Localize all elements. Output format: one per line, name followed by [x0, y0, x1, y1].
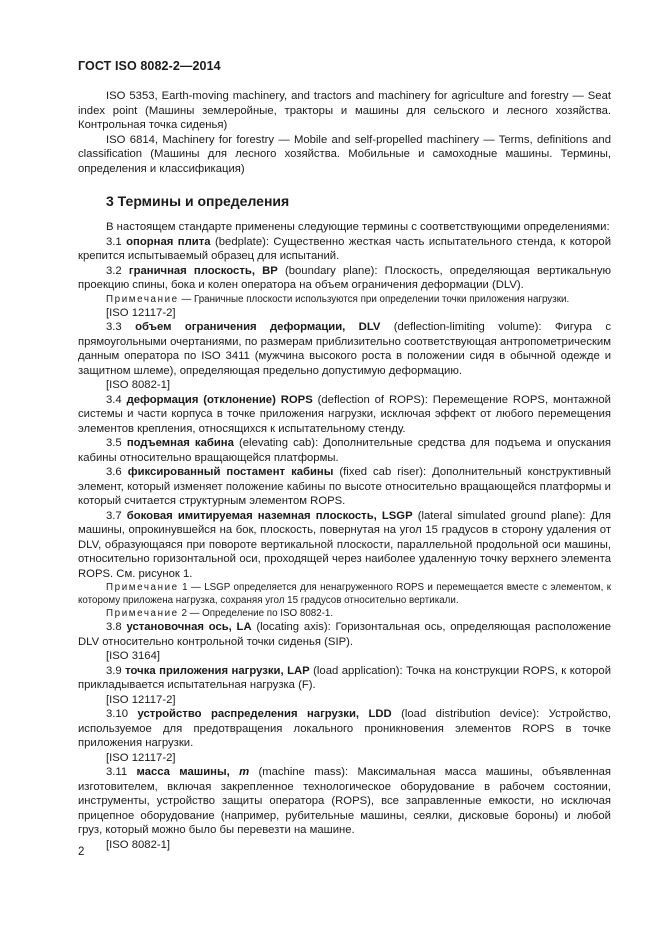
term-name: подъемная кабина	[126, 437, 234, 449]
term-definition: (load distribution device): Устройство, используемое для предотвращения локального проникновения элементов ROPS в точке приложения нагрузки.	[78, 708, 611, 749]
reference-3-10: [ISO 12117-2]	[106, 751, 176, 764]
term-number: 3.2	[106, 264, 129, 277]
reference-3-3: [ISO 8082-1]	[106, 379, 171, 391]
term-name: деформация (отклонение) ROPS	[126, 393, 313, 406]
term-definition: (boundary plane): Плоскость, определяющая вертикальную проекцию спины, бока и колен оператора на объем ограничения деформации (DLV).	[78, 264, 612, 291]
term-name: объем ограничения деформации, DLV	[135, 321, 381, 333]
note-text: — Граничные плоскости используются при определении точки приложения нагрузки.	[178, 293, 570, 305]
term-3-5	[78, 436, 611, 465]
term-name: устройство распределения нагрузки, LDD	[137, 708, 392, 720]
reference-3-8: [ISO 3164]	[106, 650, 161, 662]
term-number: 3.9	[106, 664, 126, 677]
term-definition: (elevating cab): Дополнительные средства для подъема и опускания кабины относительно вращающейся платформы.	[78, 437, 611, 464]
term-definition: (machine mass): Максимальная масса машины, объявленная изготовителем, включая закрепленное технологическое оборудование в рабочем состоянии, инструменты, устройство защиты оператора (ROPS), все заправленные емкости, но исключая прицепное оборудование (например, рубительные машины, сеялки, дисковые бороны) и любой груз, который можно было бы перевезти на машине.	[78, 766, 612, 836]
term-definition: (lateral simulated ground plane): Для машины, опрокинувшейся на бок, плоскость, повернутая на угол 15 градусов в сторону удаления от DLV, образующаяся при повороте вертикальной плоскости, параллельной продольной оси машины, относительно горизонтальной оси, проходящей через наиболее удаленную точку верхнего элемента ROPS. См. рисунок 1.	[78, 509, 612, 580]
term-definition: (load application): Точка на конструкции ROPS, к которой прикладывается испытательная нагрузка (F).	[78, 664, 612, 691]
reference-3-9: [ISO 12117-2]	[106, 693, 176, 706]
term-symbol: m	[239, 766, 250, 778]
note-text: 1 — LSGP определяется для ненагруженного ROPS и перемещается вместе с элементом, к которому приложена нагрузка, сохраняя угол 15 градусов относительно вертикали.	[78, 582, 611, 606]
term-3-10	[78, 707, 611, 751]
term-number: 3.6	[106, 466, 128, 478]
section-title: 3 Термины и определения	[106, 193, 290, 209]
normative-ref-iso6814: ISO 6814, Machinery for forestry — Mobile and self-propelled machinery — Terms, definitions and classification (Машины для лесного хозяйства. Мобильные и самоходные машины. Термины, определения и классификация)	[78, 133, 611, 175]
term-3-1	[78, 235, 611, 264]
note-label: Примечание	[106, 582, 179, 593]
term-name: установочная ось, LA	[126, 621, 252, 633]
term-3-8	[78, 620, 611, 649]
term-3-9	[78, 664, 611, 693]
term-number: 3.8	[106, 621, 127, 633]
term-3-11	[78, 765, 611, 838]
reference-3-11: [ISO 8082-1]	[106, 838, 171, 851]
note-label: Примечание	[106, 293, 179, 305]
term-definition: (deflection of ROPS): Перемещение ROPS, монтажной системы и части корпуса в точке приложения нагрузки, исключая эффект от любого перемещения элементов крепления, относящихся к испытательному стенду.	[78, 393, 611, 435]
term-number: 3.11	[106, 766, 137, 778]
term-3-2	[78, 264, 611, 293]
term-number: 3.7	[106, 509, 127, 522]
note-3-7-1	[78, 581, 611, 607]
reference-3-2: [ISO 12117-2]	[106, 306, 176, 319]
term-definition: (deflection-limiting volume): Фигура с прямоугольными очертаниями, по размерам приблизительно соответствующая антропометрическим данным оператора по ISO 3411 (мужчина высокого роста в положении сидя в обычной одежде и защитном шлеме), определяющая предельно допустимую деформацию.	[78, 321, 611, 377]
section-intro: В настоящем стандарте применены следующие термины с соответствующими определениями:	[106, 221, 610, 233]
term-name: точка приложения нагрузки, LAP	[125, 664, 310, 677]
term-name: опорная плита	[126, 235, 211, 248]
term-definition: (bedplate): Существенно жесткая часть испытательного стенда, к которой крепится испытываемый образец для испытаний.	[78, 235, 611, 262]
note-3-2	[78, 293, 611, 306]
term-name: граничная плоскость, BP	[128, 264, 278, 277]
note-label: Примечание	[106, 608, 179, 619]
document-body	[78, 89, 611, 852]
note-text: 2 — Определение по ISO 8082-1.	[178, 608, 334, 619]
term-number: 3.5	[106, 437, 127, 449]
term-name: боковая имитируемая наземная плоскость, LSGP	[126, 509, 413, 522]
note-3-7-2	[78, 607, 611, 620]
term-number: 3.4	[106, 393, 127, 406]
term-3-3	[78, 320, 611, 378]
term-name: фиксированный постамент кабины	[127, 466, 334, 478]
term-definition: (fixed cab riser): Дополнительный конструктивный элемент, который изменяет положение кабины по высоте относительно вращающейся платформы и который считается структурным элементом ROPS.	[78, 466, 612, 507]
term-number: 3.3	[106, 321, 136, 333]
term-3-7	[78, 509, 611, 582]
term-name: масса машины,	[136, 766, 230, 778]
document-header: ГОСТ ISO 8082-2—2014	[78, 59, 221, 73]
term-number: 3.1	[106, 235, 127, 248]
term-definition: (locating axis): Горизонтальная ось, определяющая расположение DLV относительно контрольной точки сиденья (SIP).	[78, 621, 612, 648]
term-number: 3.10	[106, 708, 138, 720]
normative-ref-iso5353: ISO 5353, Earth-moving machinery, and tractors and machinery for agriculture and forestry — Seat index point (Машины землеройные, тракторы и машины для сельского и лесного хозяйства. Контрольная точка сиденья)	[78, 90, 611, 131]
term-3-6	[78, 465, 611, 509]
term-3-4	[78, 393, 611, 437]
page-number: 2	[78, 846, 85, 858]
